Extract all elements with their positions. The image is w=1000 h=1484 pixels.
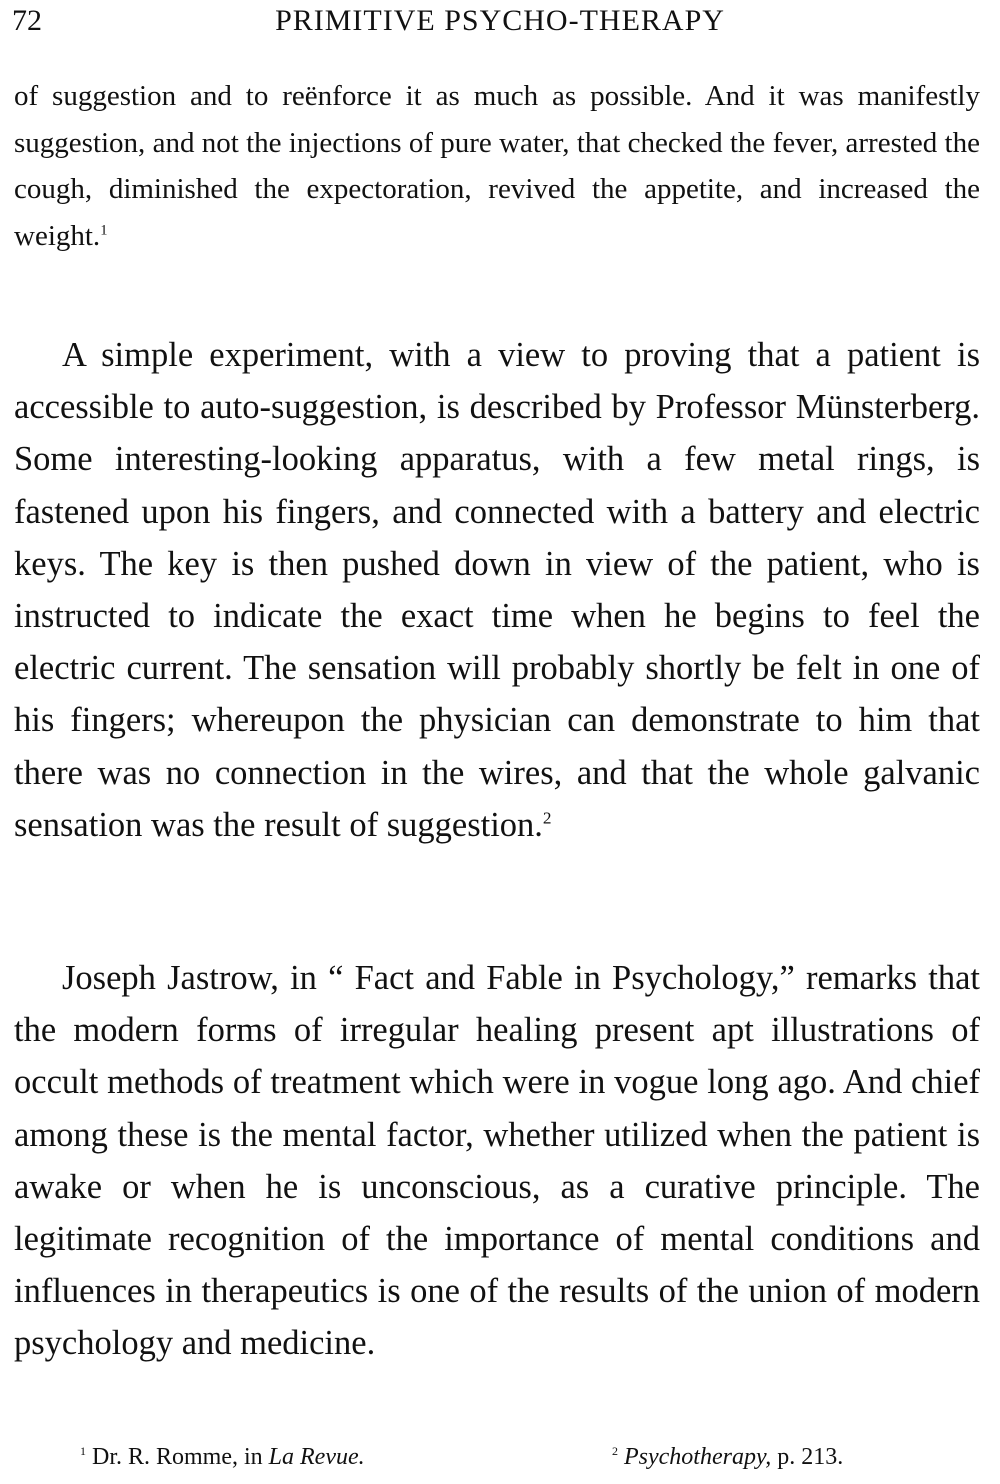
footnote-text: Dr. R. Romme, in bbox=[92, 1444, 263, 1470]
page-header bbox=[12, 4, 988, 44]
footnote-text: p. 213. bbox=[777, 1444, 844, 1470]
footnote-1 bbox=[80, 1444, 365, 1471]
footnote-mark: 1 bbox=[80, 1444, 86, 1458]
running-title: PRIMITIVE PSYCHO-THERAPY bbox=[275, 4, 725, 37]
footnote-mark: 2 bbox=[612, 1444, 618, 1458]
footnote-source-title: La Revue. bbox=[268, 1444, 365, 1470]
paragraph-munsterberg-experiment bbox=[14, 329, 980, 851]
paragraph-continuation bbox=[14, 73, 980, 259]
footnote-2 bbox=[612, 1444, 843, 1471]
paragraph-jastrow bbox=[14, 952, 980, 1370]
paragraph-text: A simple experiment, with a view to proving that a patient is accessible to auto-suggestion, is described by Professor Münsterberg. Some interesting-looking apparatus, with a few metal rings, is fastened upon his fingers, and connected with a battery and electric keys. The key is then pushed down in view of the patient, who is instructed to indicate the exact time when he begins to feel the electric current. The sensation will probably shortly be felt in one of his fingers; whereupon the physician can demonstrate to him that there was no connection in the wires, and that the whole galvanic sensation was the result of suggestion. bbox=[14, 336, 980, 844]
footnote-source-title: Psychotherapy, bbox=[624, 1444, 772, 1470]
paragraph-text: of suggestion and to reënforce it as much as possible. And it was manifestly suggestion, and not the injections of pure water, that checked the fever, arrested the cough, diminished the expectoration, revived the appetite, and increased the weight. bbox=[14, 80, 980, 252]
page-number: 72 bbox=[12, 4, 42, 37]
paragraph-text: Joseph Jastrow, in “ Fact and Fable in Psychology,” remarks that the modern forms of irregular healing present apt illustrations of occult methods of treatment which were in vogue long ago. And chief among these is the mental factor, whether utilized when the patient is awake or when he is unconscious, as a curative principle. The legitimate recognition of the importance of mental conditions and influences in therapeutics is one of the results of the union of modern psychology and medicine. bbox=[14, 959, 980, 1363]
footnote-ref-2: 2 bbox=[542, 808, 552, 828]
footnote-ref-1: 1 bbox=[100, 221, 108, 238]
